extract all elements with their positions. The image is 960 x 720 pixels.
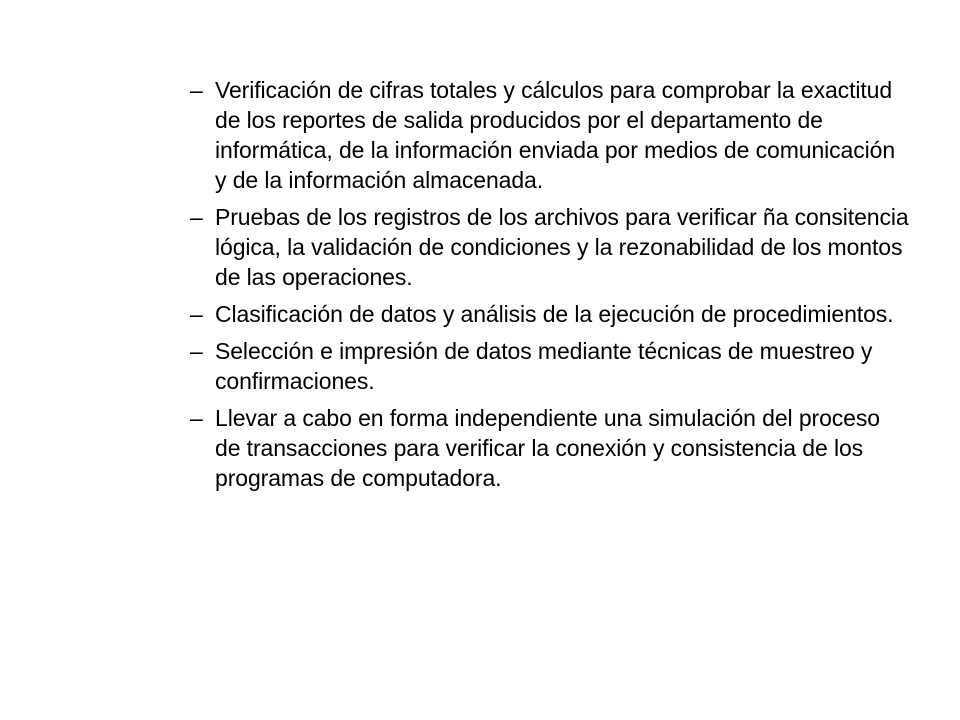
bullet-text: Verificación de cifras totales y cálculos para comprobar la exactitud de los reportes de salida producidos por el departamento de informática, de la información enviada por medios de comunicación y de la información almacenada. — [215, 77, 896, 193]
bullet-text: Llevar a cabo en forma independiente una simulación del proceso de transacciones para verificar la conexión y consistencia de los programas de computadora. — [215, 405, 880, 491]
bullet-item-1 — [190, 75, 910, 195]
dash-bullet-icon: – — [190, 338, 203, 364]
bullet-text: Clasificación de datos y análisis de la ejecución de procedimientos. — [215, 301, 894, 327]
bullet-item-3 — [190, 299, 910, 329]
bullet-item-4 — [190, 336, 910, 396]
bullet-text: Pruebas de los registros de los archivos para verificar ña consitencia lógica, la validación de condiciones y la rezonabilidad de los montos de las operaciones. — [215, 204, 909, 290]
dash-bullet-icon: – — [190, 204, 203, 230]
dash-bullet-icon: – — [190, 405, 203, 431]
bullet-list — [190, 75, 910, 500]
bullet-item-5 — [190, 403, 910, 493]
dash-bullet-icon: – — [190, 77, 203, 103]
dash-bullet-icon: – — [190, 301, 203, 327]
bullet-text: Selección e impresión de datos mediante técnicas de muestreo y confirmaciones. — [215, 338, 873, 394]
bullet-item-2 — [190, 202, 910, 292]
